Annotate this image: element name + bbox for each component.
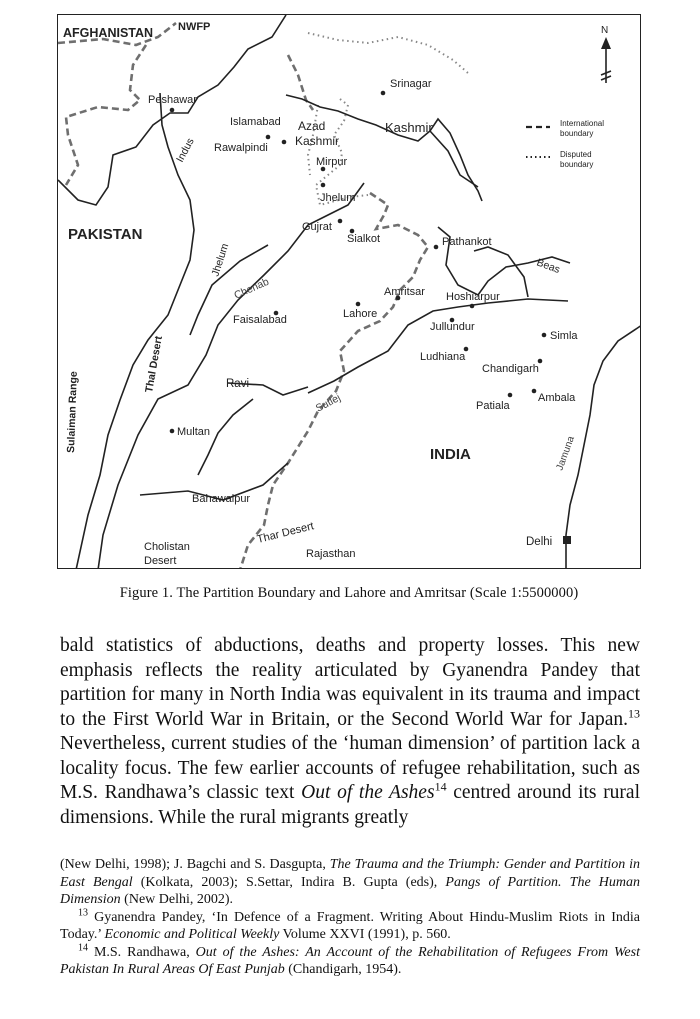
footnote-14-number: 14 bbox=[78, 941, 88, 953]
fn14-text-c: (Chandigarh, 1954). bbox=[284, 962, 402, 977]
label-chandigarh: Chandigarh bbox=[482, 363, 539, 375]
label-amritsar: Amritsar bbox=[384, 286, 425, 298]
footnote-ref-13[interactable]: 13 bbox=[628, 706, 640, 720]
fn-cont-text-a: (New Delhi, 1998); J. Bagchi and S. Dasgupta, bbox=[60, 857, 330, 872]
label-thal-desert: Thal Desert bbox=[143, 335, 165, 394]
label-patiala: Patiala bbox=[476, 400, 510, 412]
label-beas: Beas bbox=[534, 256, 562, 277]
rivers bbox=[58, 15, 641, 569]
label-chenab: Chenab bbox=[232, 275, 271, 302]
label-nwfp: NWFP bbox=[178, 21, 211, 33]
label-pakistan: PAKISTAN bbox=[68, 226, 143, 243]
label-sutlej: Sutlej bbox=[313, 391, 343, 415]
body-paragraph bbox=[60, 634, 640, 830]
legend-disputed-text-2: boundary bbox=[560, 160, 594, 169]
fn-cont-title-d: Pangs of Partition. The Human Dimension bbox=[60, 874, 640, 907]
fn13-text-c: Volume XXVI (1991), p. 560. bbox=[279, 927, 451, 942]
label-bahawalpur: Bahawalpur bbox=[192, 493, 251, 505]
label-jhelum-town: Jhelum bbox=[320, 192, 356, 204]
fn13-journal: Economic and Political Weekly bbox=[104, 927, 280, 942]
north-arrow bbox=[601, 37, 611, 83]
book-title: Out of the Ashes bbox=[301, 782, 435, 803]
label-afghanistan: AFGHANISTAN bbox=[63, 26, 154, 40]
label-azad-1: Azad bbox=[298, 119, 326, 133]
footnote-13-number: 13 bbox=[78, 906, 88, 918]
legend-international-text-2: boundary bbox=[560, 129, 594, 138]
label-gujrat: Gujrat bbox=[302, 221, 332, 233]
label-mirpur: Mirpur bbox=[316, 156, 348, 168]
label-delhi: Delhi bbox=[526, 536, 553, 548]
fn14-title: Out of the Ashes: An Account of the Rehabilitation of Refugees From West Pakistan In Rural Areas Of East Punjab bbox=[60, 944, 640, 977]
label-rawalpindi: Rawalpindi bbox=[214, 142, 268, 154]
disputed-boundary bbox=[308, 33, 468, 205]
label-jhelum-river: Jhelum bbox=[209, 242, 232, 278]
label-rajasthan: Rajasthan bbox=[306, 548, 356, 560]
label-india: INDIA bbox=[430, 446, 471, 463]
label-sulaiman-range: Sulaiman Range bbox=[65, 371, 80, 454]
label-ambala: Ambala bbox=[538, 392, 576, 404]
footnotes bbox=[60, 856, 640, 979]
label-ravi: Ravi bbox=[226, 378, 250, 390]
label-lahore: Lahore bbox=[343, 308, 378, 320]
footnote-continuation bbox=[60, 856, 640, 909]
footnote-ref-14[interactable]: 14 bbox=[434, 779, 447, 794]
body-text-part1: bald statistics of abductions, deaths and property losses. This new emphasis reflects the reality articulated by Gyanendra Pandey that partition for many in North India was equivalent in its trauma and impact to the First World War in Britain, or the Second World War for Japan. bbox=[60, 635, 640, 730]
label-kashmir: Kashmir bbox=[385, 120, 433, 135]
legend-international-text-1: International bbox=[560, 119, 605, 128]
figure-caption: Figure 1. The Partition Boundary and Lahore and Amritsar (Scale 1:5500000) bbox=[119, 585, 579, 601]
fn-cont-text-c: (Kolkata, 2003); S.Settar, Indira B. Gupta (eds), bbox=[132, 874, 446, 890]
fn-cont-text-e: (New Delhi, 2002). bbox=[120, 892, 234, 907]
partition-map bbox=[57, 14, 641, 569]
body-text-part3: centred around its rural dimensions. While the rural migrants greatly bbox=[60, 782, 641, 828]
footnote-14 bbox=[60, 941, 640, 979]
fn-cont-title-b: The Trauma and the Triumph: Gender and Partition in East Bengal bbox=[60, 857, 640, 890]
label-ludhiana: Ludhiana bbox=[420, 351, 466, 363]
label-sialkot: Sialkot bbox=[347, 233, 381, 245]
fn14-text-a: M.S. Randhawa, bbox=[88, 944, 196, 960]
label-peshawar: Peshawar bbox=[148, 94, 197, 106]
map-svg bbox=[58, 15, 641, 569]
label-cholistan-2: Desert bbox=[144, 555, 177, 567]
label-azad-2: Kashmir bbox=[295, 134, 340, 148]
label-srinagar: Srinagar bbox=[390, 78, 432, 90]
label-jullundur: Jullundur bbox=[430, 321, 475, 333]
fn13-text-a: Gyanendra Pandey, ‘In Defence of a Fragment. Writing About Hindu-Muslim Riots in India Today.’ bbox=[60, 909, 640, 942]
label-thar-desert: Thar Desert bbox=[255, 520, 316, 546]
label-simla: Simla bbox=[550, 330, 578, 342]
label-islamabad: Islamabad bbox=[230, 116, 281, 128]
north-label: N bbox=[601, 25, 609, 36]
label-hoshiarpur: Hoshiarpur bbox=[446, 291, 500, 303]
body-text-part2: Nevertheless, current studies of the ‘human dimension’ of partition lack a locality focus. The few earlier accounts of refugee rehabilitation, such as M.S. Randhawa’s classic text bbox=[60, 733, 640, 803]
legend-disputed-text-1: Disputed bbox=[560, 150, 592, 159]
label-indus: Indus bbox=[174, 136, 197, 165]
label-multan: Multan bbox=[177, 426, 211, 438]
label-cholistan-1: Cholistan bbox=[144, 541, 190, 553]
footnote-13 bbox=[60, 906, 640, 944]
label-faisalabad: Faisalabad bbox=[233, 314, 287, 326]
label-pathankot: Pathankot bbox=[442, 236, 492, 248]
label-jamuna: Jamuna bbox=[554, 434, 577, 473]
